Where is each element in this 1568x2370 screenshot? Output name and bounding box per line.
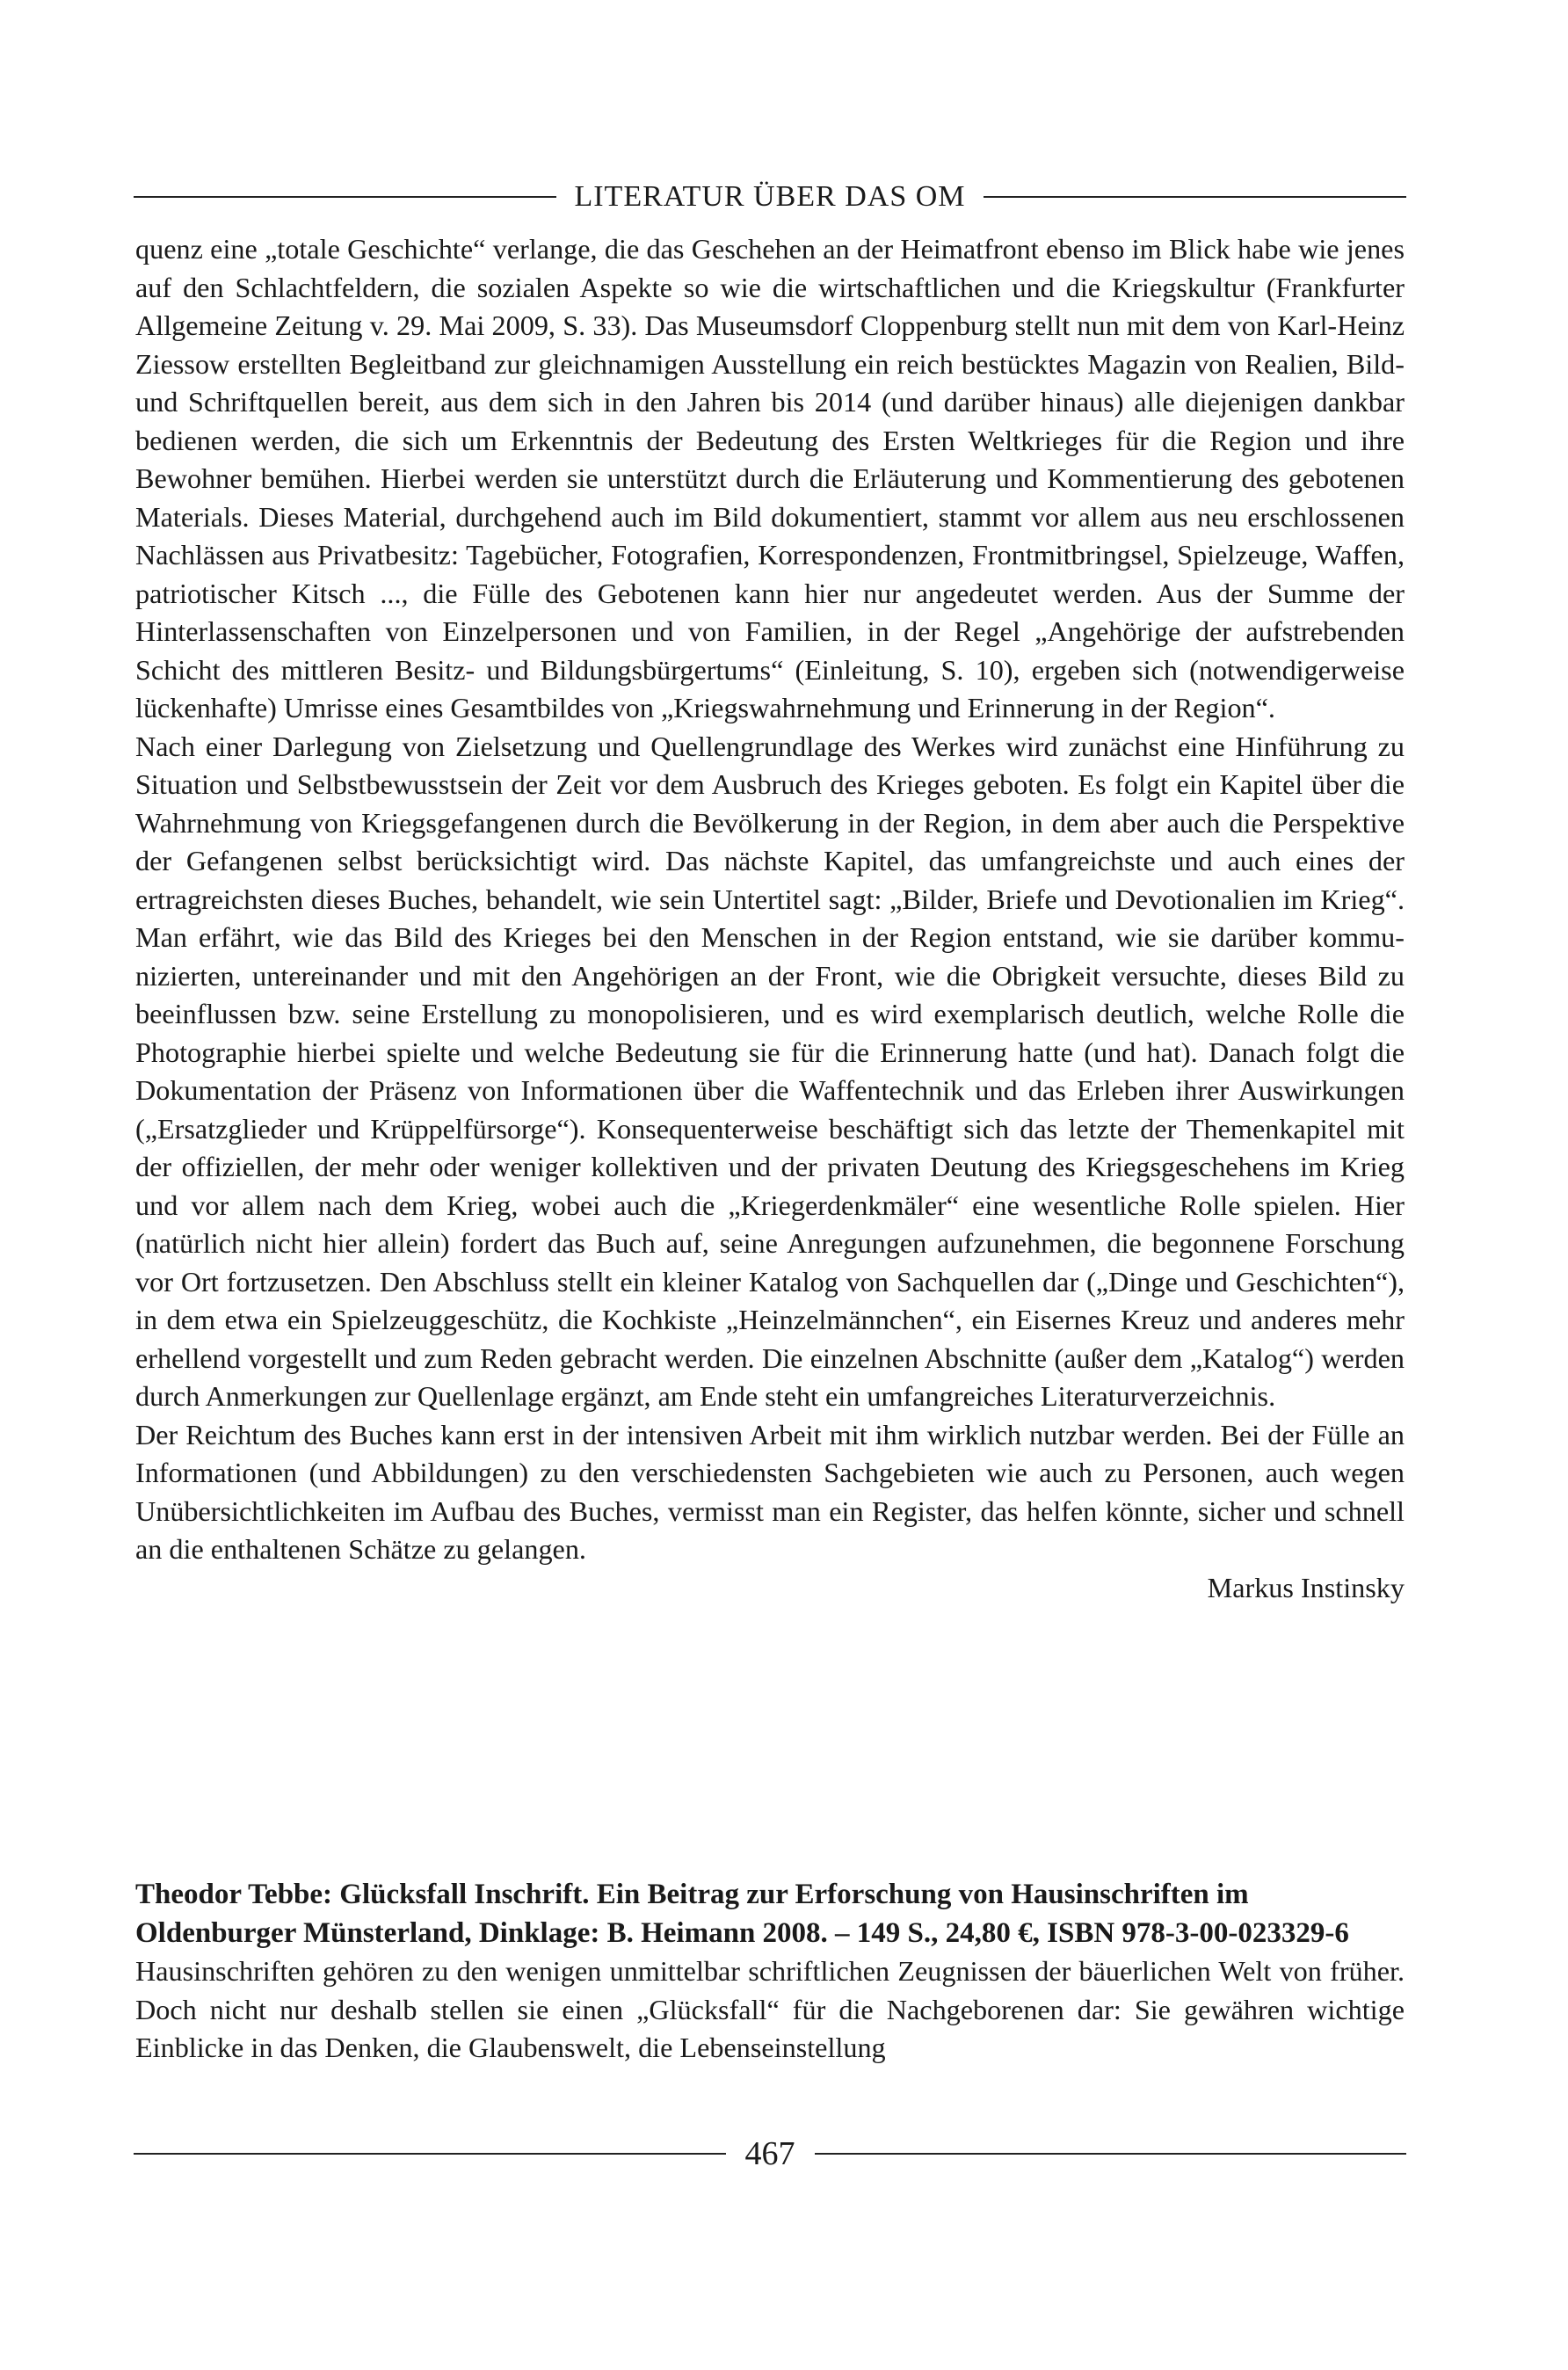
header-rule-left xyxy=(134,196,556,198)
running-header xyxy=(134,176,1406,218)
footer-rule-left xyxy=(134,2153,726,2155)
review-paragraph: Hausinschriften gehören zu den wenigen unmittelbar schriftlichen Zeugnissen der bäuerlichen Welt von früher. Doch nicht nur deshalb stellen sie einen „Glücksfall“ für die Nachgeborenen dar: Sie gewähren wichtige Einblicke in das Denken, die Glaubenswelt, die Lebenseinstellung xyxy=(135,1955,1405,2063)
page-number: 467 xyxy=(744,2135,795,2172)
review-paragraph: Nach einer Darlegung von Zielsetzung und Quellengrundlage des Werkes wird zunächst eine Hinführung zu Situation und Selbstbewusstsein der Zeit vor dem Ausbruch des Krieges geboten. Es folgt ein Kapitel über die Wahrnehmung von Kriegsgefangenen durch die Bevölkerung in der Region, in dem aber auch die Perspektive der Gefangenen selbst berücksichtigt wird. Das nächste Kapitel, das umfangreichste und auch eines der ertragreichsten dieses Buches, behandelt, wie sein Untertitel sagt: „Bilder, Briefe und Devotionalien im Krieg“. Man erfährt, wie das Bild des Krieges bei den Menschen in der Region entstand, wie sie darüber kommunizierten, untereinander und mit den Angehörigen an der Front, wie die Obrigkeit versuchte, dieses Bild zu beeinflussen bzw. seine Erstellung zu monopolisieren, und es wird exemplarisch deutlich, welche Rolle die Photographie hierbei spielte und welche Bedeutung sie für die Erinnerung hatte (und hat). Danach folgt die Dokumentation der Präsenz von Informationen über die Waffentechnik und das Erleben ihrer Auswirkungen („Ersatzglieder und Krüppelfürsorge“). Konsequenterweise beschäftigt sich das letzte der Themenkapitel mit der offiziellen, der mehr oder weniger kollektiven und der privaten Deutung des Kriegsgeschehens im Krieg und vor allem nach dem Krieg, wobei auch die „Kriegerdenkmäler“ eine wesentliche Rolle spielen. Hier (natürlich nicht hier allein) fordert das Buch auf, seine Anregungen aufzunehmen, die begonnene Forschung vor Ort fortzusetzen. Den Abschluss stellt ein kleiner Katalog von Sachquellen dar („Dinge und Geschichten“), in dem etwa ein Spielzeuggeschütz, die Kochkiste „Heinzelmännchen“, ein Eisernes Kreuz und anderes mehr erhellend vorgestellt und zum Reden gebracht werden. Die einzelnen Abschnitte (außer dem „Katalog“) werden durch Anmerkungen zur Quellenlage ergänzt, am Ende steht ein umfangreiches Literaturverzeichnis. xyxy=(135,730,1405,1412)
next-review xyxy=(135,1876,1405,2068)
review-paragraph: quenz eine „totale Geschichte“ verlange, die das Geschehen an der Heimatfront ebenso im Blick habe wie jenes auf den Schlachtfeldern, die sozialen Aspekte so wie die wirtschaftlichen und die Kriegskultur (Frankfurter Allgemeine Zeitung v. 29. Mai 2009, S. 33). Das Museumsdorf Cloppenburg stellt nun mit dem von Karl-Heinz Ziessow erstellten Begleitband zur gleichnamigen Ausstellung ein reich bestücktes Magazin von Realien, Bild- und Schriftquellen bereit, aus dem sich in den Jahren bis 2014 (und darüber hinaus) alle diejenigen dankbar bedienen werden, die sich um Erkenntnis der Bedeutung des Ersten Weltkrieges für die Region und ihre Bewohner bemühen. Hierbei werden sie unterstützt durch die Erläuterung und Kommentierung des gebotenen Materials. Dieses Material, durchgehend auch im Bild dokumentiert, stammt vor allem aus neu erschlossenen Nachlässen aus Privatbesitz: Tagebücher, Fotografien, Korrespondenzen, Frontmitbringsel, Spielzeuge, Waffen, patriotischer Kitsch ..., die Fülle des Gebotenen kann hier nur angedeutet werden. Aus der Summe der Hinterlassenschaften von Einzelpersonen und von Familien, in der Regel „Angehörige der aufstrebenden Schicht des mittleren Besitz- und Bildungsbürgertums“ (Einleitung, S. 10), ergeben sich (notwendigerweise lückenhafte) Umrisse eines Gesamtbildes von „Kriegswahrnehmung und Erinnerung in der Region“. xyxy=(135,233,1405,723)
page-footer xyxy=(134,2129,1406,2178)
review-heading: Theodor Tebbe: Glücksfall Inschrift. Ein Beitrag zur Erforschung von Hausinschriften im Oldenburger Münsterland, Dinklage: B. Heimann 2008. – 149 S., 24,80 €, ISBN 978-3-00-023329-6 xyxy=(135,1879,1349,1949)
review-paragraph: Der Reichtum des Buches kann erst in der intensiven Arbeit mit ihm wirklich nutzbar werden. Bei der Fülle an Informationen (und Abbildungen) zu den verschiedensten Sachgebieten wie auch zu Personen, auch wegen Unübersichtlichkeiten im Aufbau des Buches, vermisst man ein Register, das helfen könnte, sicher und schnell an die enthaltenen Schätze zu gelangen. xyxy=(135,1418,1405,1565)
review-body xyxy=(135,230,1405,1607)
footer-rule-right xyxy=(815,2153,1407,2155)
running-header-title: LITERATUR ÜBER DAS OM xyxy=(574,180,966,213)
review-author: Markus Instinsky xyxy=(1207,1571,1405,1603)
header-rule-right xyxy=(984,196,1406,198)
